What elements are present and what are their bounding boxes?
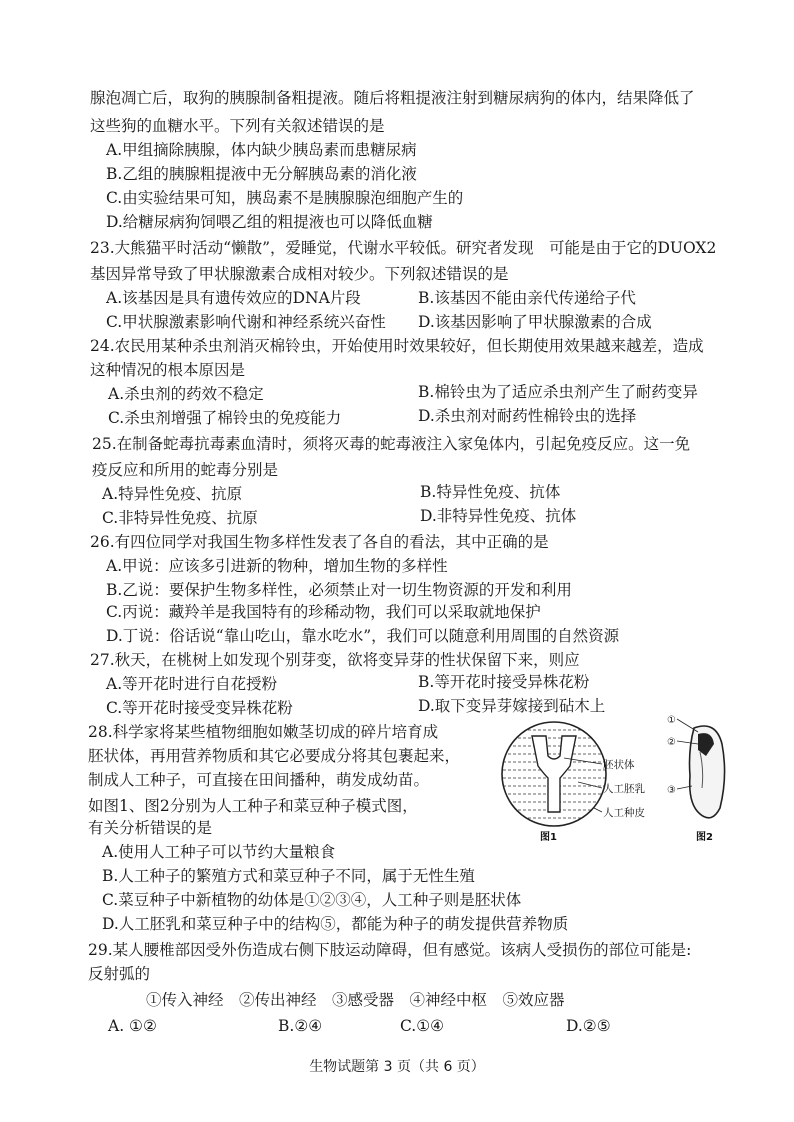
q28-stem-line-3: 制成人工种子，可直接在田间播种，萌发成幼苗。 (88, 771, 430, 789)
q28-option-d: D.人工胚乳和菜豆种子中的结构⑤，都能为种子的萌发提供营养物质 (102, 915, 569, 933)
figure-1-artificial-seed (498, 716, 664, 844)
q24-option-b: B.棉铃虫为了适应杀虫剂产生了耐药变异 (418, 383, 698, 401)
q29-option-a: A. ①② (108, 1017, 157, 1035)
q25-option-b: B.特异性免疫、抗体 (420, 483, 561, 501)
q24-stem-line-1: 24.农民用某种杀虫剂消灭棉铃虫，开始使用时效果较好，但长期使用效果越来越差，造成 (90, 337, 704, 355)
q22-option-a: A.甲组摘除胰腺，体内缺少胰岛素而患糖尿病 (106, 141, 417, 159)
q27-option-b: B.等开花时接受异株花粉 (418, 673, 590, 691)
mark-1: ① (667, 715, 676, 726)
q24-option-a: A.杀虫剂的药效不稳定 (108, 385, 264, 403)
q27-option-c: C.等开花时接受变异株花粉 (106, 699, 293, 717)
q22-option-b: B.乙组的胰腺粗提液中无分解胰岛素的消化液 (106, 165, 417, 183)
q22-option-d: D.给糖尿病狗饲喂乙组的粗提液也可以降低血糖 (106, 213, 433, 231)
q24-stem-line-2: 这种情况的根本原因是 (90, 361, 246, 379)
q23-option-a: A.该基因是具有遗传效应的DNA片段 (106, 289, 361, 307)
figure-2-caption: 图2 (696, 832, 713, 843)
q23-option-b: B.该基因不能由亲代传递给子代 (418, 289, 636, 307)
q29-stem-line-2: 反射弧的 (88, 965, 151, 983)
q23-option-d: D.该基因影响了甲状腺激素的合成 (418, 313, 652, 331)
q28-option-a: A.使用人工种子可以节约大量粮食 (102, 843, 336, 861)
q26-stem-line-1: 26.有四位同学对我国生物多样性发表了各自的看法，其中正确的是 (90, 533, 549, 551)
q29-option-b: B.②④ (278, 1017, 323, 1035)
q29-option-d: D.②⑤ (566, 1017, 611, 1035)
mark-3: ③ (667, 785, 676, 796)
q28-option-c: C.菜豆种子中新植物的幼体是①②③④，人工种子则是胚状体 (102, 891, 522, 909)
q27-option-d: D.取下变异芽嫁接到砧木上 (418, 697, 606, 715)
label-artificial-endosperm: 人工胚乳 (603, 783, 645, 795)
q27-stem-line-1: 27.秋天，在桃树上如发现个别芽变，欲将变异芽的性状保留下来，则应 (90, 651, 580, 669)
q29-stem-line-1: 29.某人腰椎部因受外伤造成右侧下肢运动障碍，但有感觉。该病人受损伤的部位可能是: (88, 941, 692, 959)
q26-option-b: B.乙说：要保护生物多样性，必须禁止对一切生物资源的开发和利用 (106, 581, 572, 599)
q23-option-c: C.甲状腺激素影响代谢和神经系统兴奋性 (106, 313, 386, 331)
figure-2-bean-seed (664, 710, 736, 846)
q25-option-c: C.非特异性免疫、抗原 (102, 509, 258, 527)
q22-stem-line-2: 这些狗的血糖水平。下列有关叙述错误的是 (90, 117, 385, 135)
q28-stem-line-5: 有关分析错误的是 (88, 819, 213, 837)
mark-2: ② (667, 737, 676, 748)
q28-option-b: B.人工种子的繁殖方式和菜豆种子不同，属于无性生殖 (102, 867, 475, 885)
page-footer: 生物试题第 3 页（共 6 页） (309, 1059, 485, 1075)
label-artificial-seed-coat: 人工种皮 (603, 807, 645, 819)
label-embryoid: 胚状体 (603, 759, 635, 771)
q29-reflex-arc-parts: ①传入神经 ②传出神经 ③感受器 ④神经中枢 ⑤效应器 (146, 991, 565, 1009)
q26-option-d: D.丁说：俗话说“靠山吃山，靠水吃水”，我们可以随意利用周围的自然资源 (106, 627, 620, 645)
q25-option-a: A.特异性免疫、抗原 (102, 485, 243, 503)
q28-stem-line-4: 如图1、图2分别为人工种子和菜豆种子模式图， (88, 797, 418, 815)
q26-option-c: C.丙说：藏羚羊是我国特有的珍稀动物，我们可以采取就地保护 (106, 603, 541, 621)
q25-stem-line-2: 疫反应和所用的蛇毒分别是 (92, 461, 279, 479)
q25-stem-line-1: 25.在制备蛇毒抗毒素血清时，须将灭毒的蛇毒液注入家兔体内，引起免疫反应。这一免 (92, 435, 691, 453)
q28-stem-line-2: 胚状体，再用营养物质和其它必要成分将其包裹起来， (88, 747, 461, 765)
q27-option-a: A.等开花时进行自花授粉 (106, 675, 278, 693)
embryoid-body-shape (532, 736, 576, 812)
figure-1-caption: 图1 (540, 832, 557, 843)
q28-stem-line-1: 28.科学家将某些植物细胞如嫩茎切成的碎片培育成 (88, 723, 439, 741)
q23-stem-line-1: 23.大熊猫平时活动“懒散”，爱睡觉，代谢水平较低。研究者发现 可能是由于它的DUOX2 (90, 239, 717, 257)
q23-stem-line-2: 基因异常导致了甲状腺激素合成相对较少。下列叙述错误的是 (90, 265, 509, 283)
q22-option-c: C.由实验结果可知，胰岛素不是胰腺腺泡细胞产生的 (106, 189, 464, 207)
q29-option-c: C.①④ (400, 1017, 445, 1035)
q22-stem-line-1: 腺泡凋亡后，取狗的胰腺制备粗提液。随后将粗提液注射到糖尿病狗的体内，结果降低了 (90, 89, 695, 107)
q26-option-a: A.甲说：应该多引进新的物种，增加生物的多样性 (106, 557, 448, 575)
q25-option-d: D.非特异性免疫、抗体 (420, 507, 577, 525)
q24-option-c: C.杀虫剂增强了棉铃虫的免疫能力 (108, 409, 342, 427)
q24-option-d: D.杀虫剂对耐药性棉铃虫的选择 (418, 407, 637, 425)
